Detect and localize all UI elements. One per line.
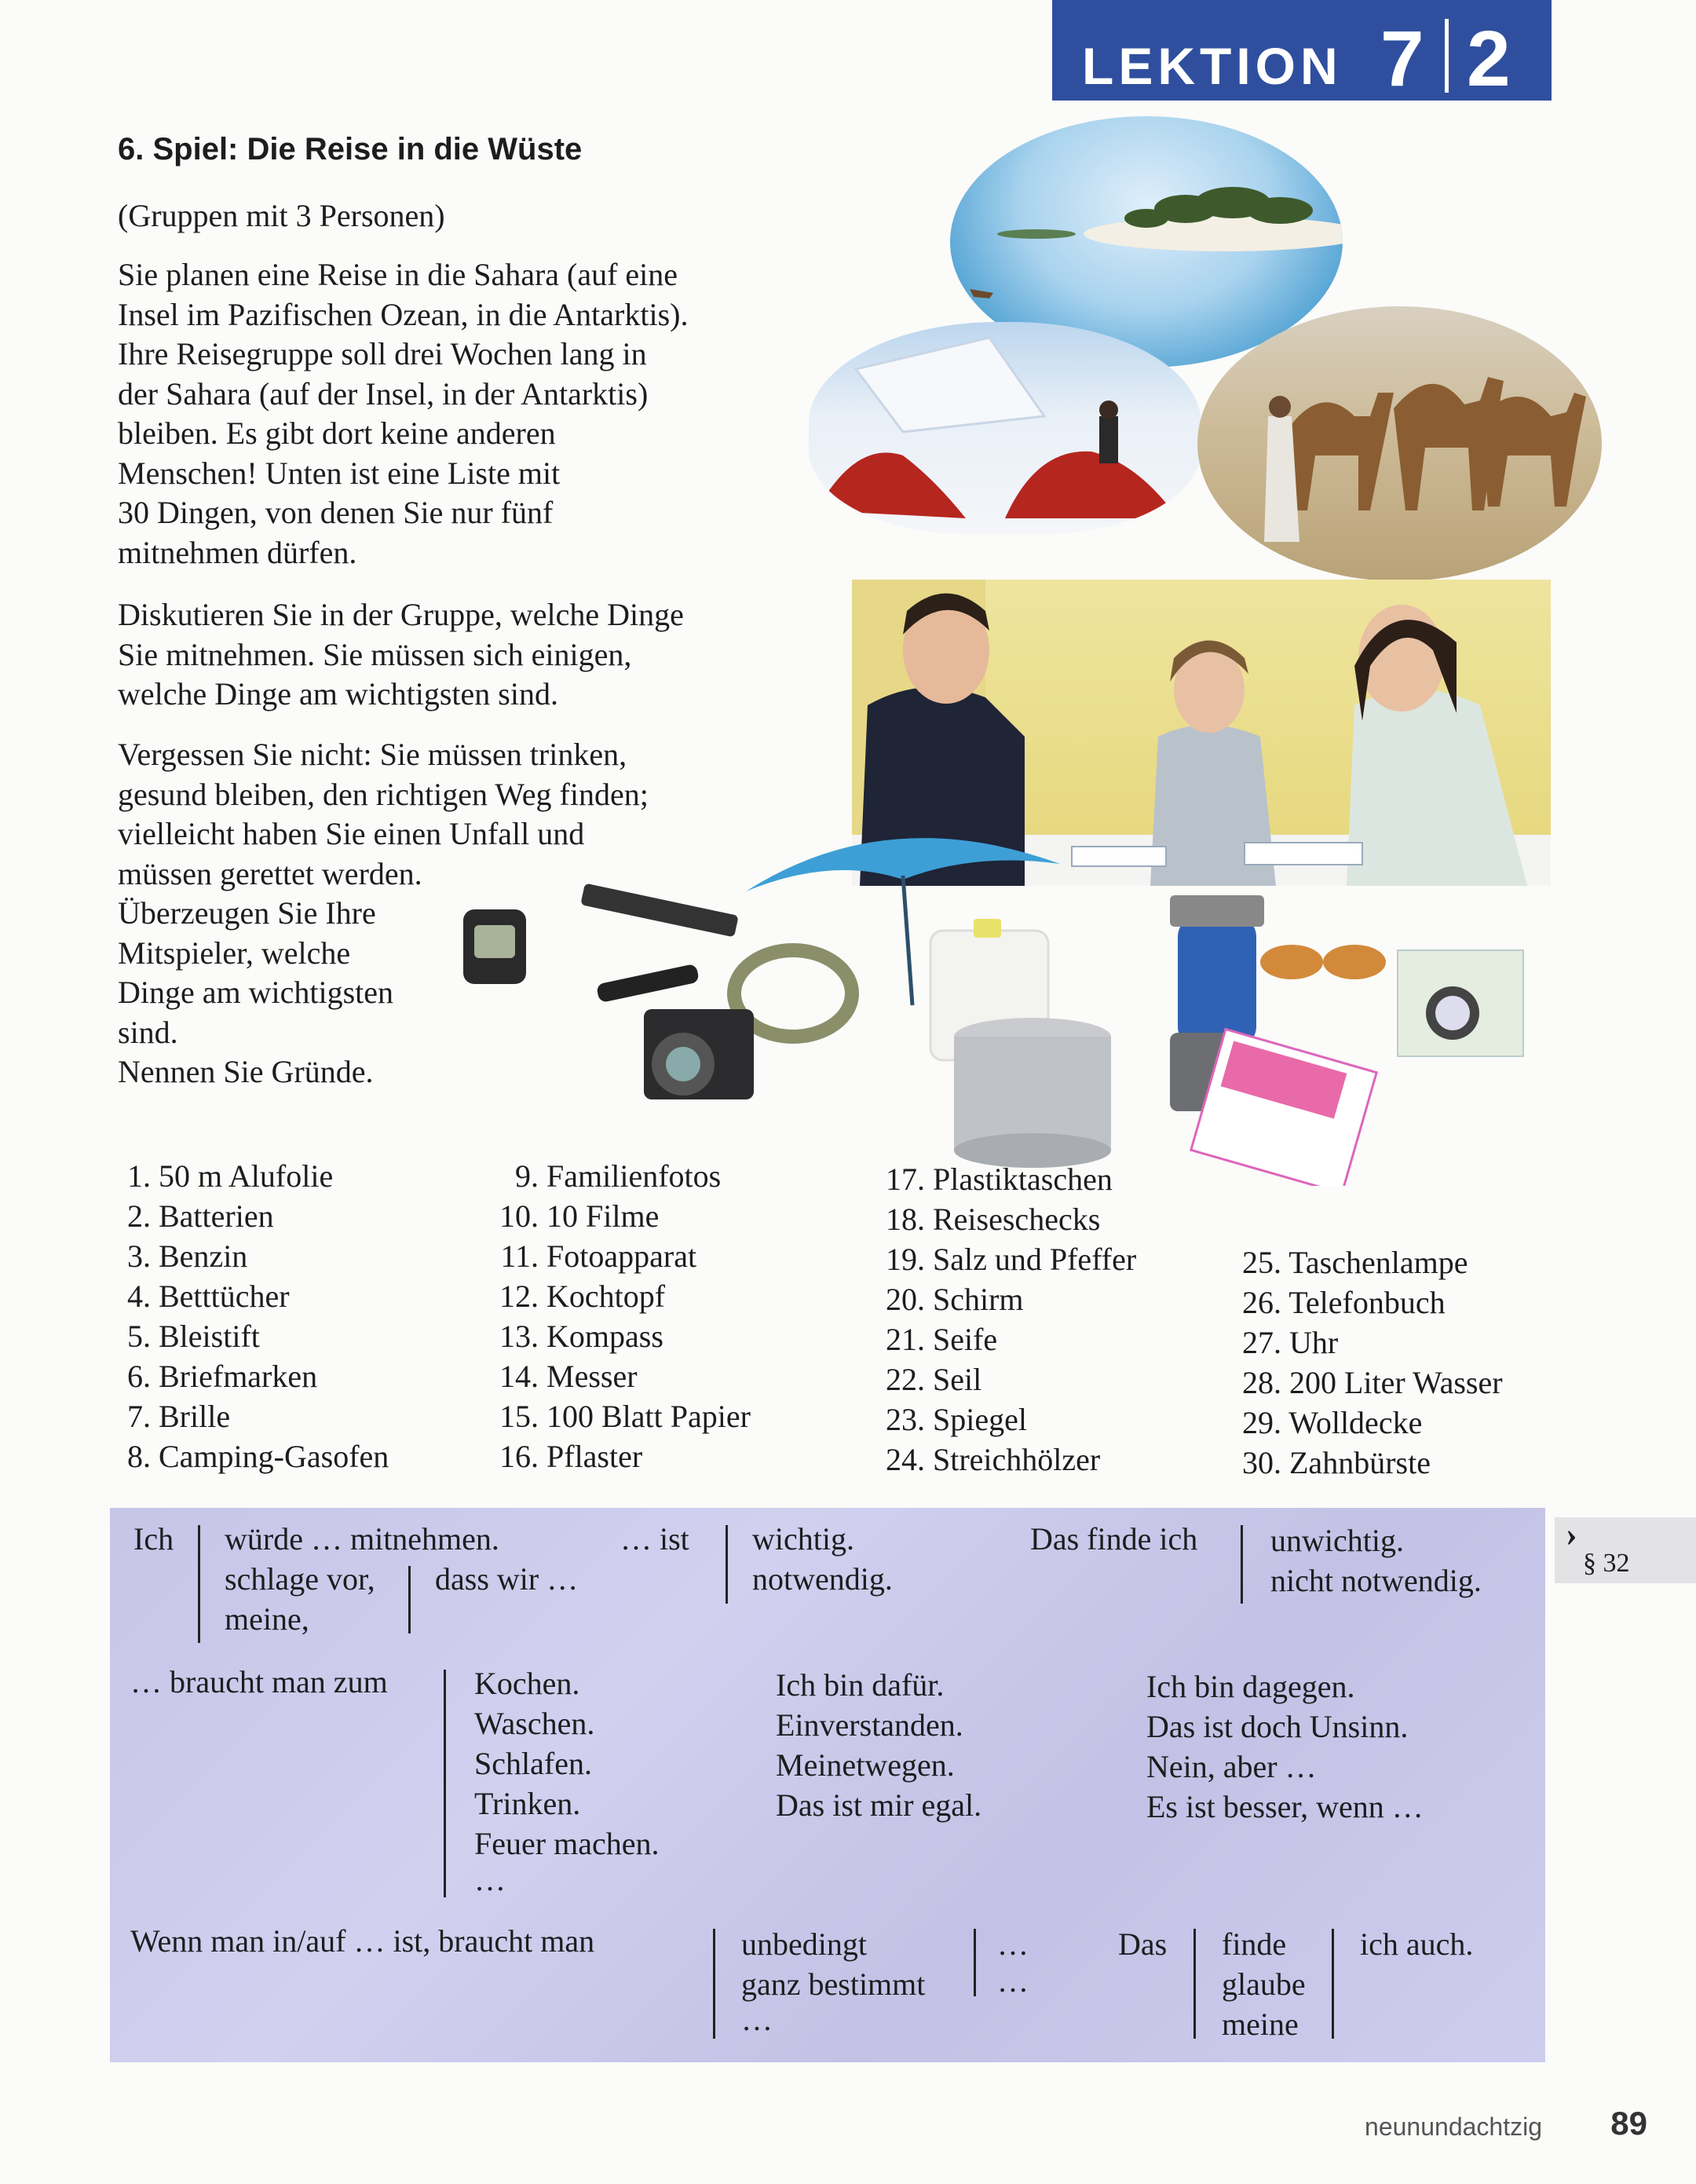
- phrase-disagree: Ich bin dagegen.: [1146, 1669, 1355, 1704]
- list-item: [118, 1316, 389, 1356]
- text-line: Sie mitnehmen. Sie müssen sich einigen,: [118, 636, 632, 672]
- item-number: 7.: [127, 1399, 151, 1434]
- item-label: 10 Filme: [546, 1198, 660, 1234]
- phrase-braucht: … braucht man zum: [130, 1664, 388, 1699]
- text-line: welche Dinge am wichtigsten sind.: [118, 676, 558, 712]
- list-item: [878, 1279, 1136, 1319]
- phrase-verb: schlage vor,: [225, 1561, 375, 1597]
- list-item: [492, 1436, 751, 1476]
- item-label: Briefmarken: [159, 1359, 318, 1394]
- text-line: sind.: [118, 1014, 178, 1050]
- item-label: Betttücher: [159, 1279, 290, 1314]
- lektion-separator: [1445, 19, 1449, 93]
- item-label: 200 Liter Wasser: [1289, 1365, 1503, 1400]
- grammar-reference: [1555, 1517, 1696, 1583]
- list-item: [1234, 1322, 1503, 1363]
- list-item: [118, 1356, 389, 1396]
- list-item: [878, 1239, 1136, 1279]
- item-number: 3.: [127, 1238, 151, 1274]
- text-line: gesund bleiben, den richtigen Weg finden;: [118, 776, 649, 812]
- item-number: 22.: [886, 1362, 925, 1397]
- grammar-reference-label: § 32: [1583, 1549, 1630, 1578]
- phrase-adverb: …: [741, 2002, 773, 2037]
- item-number: 16.: [499, 1439, 539, 1474]
- item-label: Benzin: [159, 1238, 248, 1274]
- list-item: [118, 1196, 389, 1236]
- item-label: Fotoapparat: [546, 1238, 697, 1274]
- item-number: 19.: [886, 1242, 925, 1277]
- phrase-ist: … ist: [620, 1521, 689, 1557]
- phrase-auch: ich auch.: [1360, 1926, 1474, 1962]
- list-item: [878, 1199, 1136, 1239]
- antarctic-tents-photo: [809, 322, 1201, 534]
- phrase-verb: meine,: [225, 1601, 309, 1637]
- phrase-das: Das: [1118, 1926, 1168, 1962]
- item-number: 28.: [1242, 1365, 1281, 1400]
- lektion-sub-number: 2: [1467, 15, 1511, 103]
- item-number: 21.: [886, 1322, 925, 1357]
- item-number: 5.: [127, 1319, 151, 1354]
- list-item: [1234, 1363, 1503, 1403]
- item-label: Streichhölzer: [933, 1442, 1101, 1477]
- item-number: 30.: [1242, 1445, 1281, 1480]
- phrase-verb: würde … mitnehmen.: [225, 1521, 499, 1557]
- phrase-adverb: ganz bestimmt: [741, 1966, 926, 2002]
- phrase-adjective: notwendig.: [752, 1561, 893, 1597]
- phrase-disagree: Es ist besser, wenn …: [1146, 1789, 1424, 1824]
- list-item: [492, 1196, 751, 1236]
- phrase-activity: Kochen.: [474, 1666, 580, 1701]
- text-line: vielleicht haben Sie einen Unfall und: [118, 816, 585, 851]
- desert-camels-photo: [1197, 306, 1602, 581]
- text-line: mitnehmen dürfen.: [118, 534, 357, 570]
- item-number: 14.: [499, 1359, 539, 1394]
- paragraph-intro: [118, 255, 809, 573]
- item-number: 6.: [127, 1359, 151, 1394]
- phrase-agree: Einverstanden.: [776, 1707, 963, 1743]
- divider: [198, 1525, 200, 1643]
- list-item: [118, 1436, 389, 1476]
- phrase-verb: glaube: [1222, 1966, 1306, 2002]
- phrase-agree: Ich bin dafür.: [776, 1667, 945, 1703]
- lektion-tab: [1052, 0, 1552, 101]
- phrase-agree: Das ist mir egal.: [776, 1787, 982, 1823]
- text-line: Diskutieren Sie in der Gruppe, welche Dinge: [118, 597, 684, 632]
- item-label: Camping-Gasofen: [159, 1439, 389, 1474]
- divider: [1193, 1929, 1196, 2039]
- text-line: Mitspieler, welche: [118, 935, 351, 971]
- paragraph-discuss: [118, 595, 809, 715]
- item-label: Taschenlampe: [1288, 1245, 1468, 1280]
- item-number: 20.: [886, 1282, 925, 1317]
- item-number: 4.: [127, 1279, 151, 1314]
- item-label: Uhr: [1289, 1325, 1339, 1360]
- item-number: 15.: [499, 1399, 539, 1434]
- divider: [713, 1929, 715, 2039]
- list-item: [1234, 1443, 1503, 1483]
- item-list-column-1: [118, 1156, 389, 1476]
- list-item: [1234, 1403, 1503, 1443]
- list-item: [492, 1236, 751, 1276]
- text-line: Dinge am wichtigsten: [118, 975, 394, 1010]
- item-number: 18.: [886, 1202, 925, 1237]
- item-label: Reiseschecks: [933, 1202, 1101, 1237]
- item-number: 10.: [499, 1198, 539, 1234]
- item-number: 26.: [1242, 1285, 1281, 1320]
- item-number: 25.: [1242, 1245, 1281, 1280]
- lektion-number: 7: [1380, 15, 1424, 103]
- phrase-finde: Das finde ich: [1030, 1521, 1198, 1557]
- text-line: der Sahara (auf der Insel, in der Antarktis): [118, 375, 649, 412]
- phrase-activity: Feuer machen.: [474, 1826, 660, 1861]
- item-label: Schirm: [933, 1282, 1024, 1317]
- phrase-wenn: Wenn man in/auf … ist, braucht man: [130, 1923, 595, 1959]
- item-number: 24.: [886, 1442, 925, 1477]
- item-label: 100 Blatt Papier: [546, 1399, 751, 1434]
- phrase-dots: …: [997, 1963, 1029, 1999]
- list-item: [492, 1316, 751, 1356]
- item-label: Bleistift: [159, 1319, 260, 1354]
- list-item: [878, 1359, 1136, 1399]
- list-item: [118, 1236, 389, 1276]
- text-line: Menschen! Unten ist eine Liste mit: [118, 455, 561, 491]
- text-line: 30 Dingen, von denen Sie nur fünf: [118, 495, 554, 530]
- item-label: Wolldecke: [1288, 1405, 1423, 1440]
- item-number: 29.: [1242, 1405, 1281, 1440]
- item-list-column-3: [878, 1159, 1136, 1480]
- phrase-ich: Ich: [133, 1521, 174, 1557]
- item-label: Telefonbuch: [1288, 1285, 1446, 1320]
- text-line: bleiben. Es gibt dort keine anderen: [118, 415, 556, 451]
- item-label: Familienfotos: [546, 1158, 722, 1194]
- chevron-right-icon: ›: [1566, 1515, 1577, 1553]
- list-item: [492, 1156, 751, 1196]
- divider: [444, 1670, 446, 1897]
- item-label: Salz und Pfeffer: [933, 1242, 1137, 1277]
- list-item: [492, 1276, 751, 1316]
- phrase-verb: finde: [1222, 1926, 1287, 1962]
- item-number: 9.: [515, 1158, 539, 1194]
- list-item: [878, 1319, 1136, 1359]
- list-item: [878, 1399, 1136, 1440]
- item-label: 50 m Alufolie: [159, 1158, 334, 1194]
- item-number: 2.: [127, 1198, 151, 1234]
- item-number: 1.: [127, 1158, 151, 1194]
- list-item: [878, 1440, 1136, 1480]
- phrase-agree: Meinetwegen.: [776, 1747, 955, 1783]
- exercise-title: 6. Spiel: Die Reise in die Wüste: [118, 132, 583, 166]
- phrase-activity: Waschen.: [474, 1706, 595, 1741]
- lektion-label: LEKTION: [1082, 37, 1343, 95]
- list-item: [1234, 1282, 1503, 1322]
- phrase-adverb: unbedingt: [741, 1926, 867, 1962]
- item-label: Kochtopf: [546, 1279, 666, 1314]
- list-item: [878, 1159, 1136, 1199]
- divider: [1332, 1929, 1334, 2039]
- phrase-dass: dass wir …: [435, 1561, 579, 1597]
- phrase-adjective: wichtig.: [752, 1521, 854, 1557]
- divider: [1241, 1525, 1243, 1604]
- text-line: Überzeugen Sie Ihre: [118, 895, 376, 931]
- phrase-dots: …: [997, 1926, 1029, 1962]
- divider: [974, 1929, 976, 1996]
- divider: [726, 1525, 728, 1604]
- item-label: Plastiktaschen: [933, 1162, 1113, 1197]
- phrase-activity: …: [474, 1862, 506, 1897]
- item-label: Seife: [933, 1322, 998, 1357]
- text-line: Ihre Reisegruppe soll drei Wochen lang in: [118, 336, 647, 371]
- item-label: Brille: [159, 1399, 231, 1434]
- item-label: Messer: [546, 1359, 638, 1394]
- text-line: Sie planen eine Reise in die Sahara (auf eine: [118, 257, 678, 292]
- item-label: Seil: [933, 1362, 982, 1397]
- text-line: müssen gerettet werden.: [118, 855, 422, 891]
- item-number: 13.: [499, 1319, 539, 1354]
- list-item: [492, 1396, 751, 1436]
- divider: [408, 1566, 411, 1633]
- text-line: Insel im Pazifischen Ozean, in die Antarktis).: [118, 296, 689, 332]
- item-number: 11.: [500, 1238, 539, 1274]
- item-label: Spiegel: [933, 1402, 1027, 1437]
- group-note: (Gruppen mit 3 Personen): [118, 198, 445, 233]
- item-label: Pflaster: [546, 1439, 643, 1474]
- text-line: Nennen Sie Gründe.: [118, 1054, 374, 1089]
- item-label: Batterien: [159, 1198, 274, 1234]
- item-number: 12.: [499, 1279, 539, 1314]
- phrase-disagree: Das ist doch Unsinn.: [1146, 1709, 1409, 1744]
- phrase-disagree: Nein, aber …: [1146, 1749, 1317, 1784]
- page-number: 89: [1610, 2105, 1647, 2142]
- phrase-activity: Trinken.: [474, 1786, 581, 1821]
- page-number-word: neunundachtzig: [1365, 2113, 1542, 2141]
- phrase-box: [110, 1508, 1545, 2062]
- list-item: [118, 1156, 389, 1196]
- item-list-column-2: [492, 1156, 751, 1476]
- phrase-negative: nicht notwendig.: [1270, 1563, 1482, 1598]
- item-number: 27.: [1242, 1325, 1281, 1360]
- phrase-activity: Schlafen.: [474, 1746, 592, 1781]
- item-label: Kompass: [546, 1319, 663, 1354]
- text-line: Vergessen Sie nicht: Sie müssen trinken,: [118, 737, 627, 772]
- phrase-verb: meine: [1222, 2007, 1299, 2042]
- list-item: [492, 1356, 751, 1396]
- list-item: [1234, 1242, 1503, 1282]
- item-number: 8.: [127, 1439, 151, 1474]
- phrase-negative: unwichtig.: [1270, 1523, 1404, 1558]
- item-label: Zahnbürste: [1289, 1445, 1431, 1480]
- item-list-column-4: [1234, 1242, 1503, 1483]
- item-number: 17.: [886, 1162, 925, 1197]
- item-number: 23.: [886, 1402, 925, 1437]
- list-item: [118, 1276, 389, 1316]
- list-item: [118, 1396, 389, 1436]
- equipment-photo: [463, 817, 1547, 1186]
